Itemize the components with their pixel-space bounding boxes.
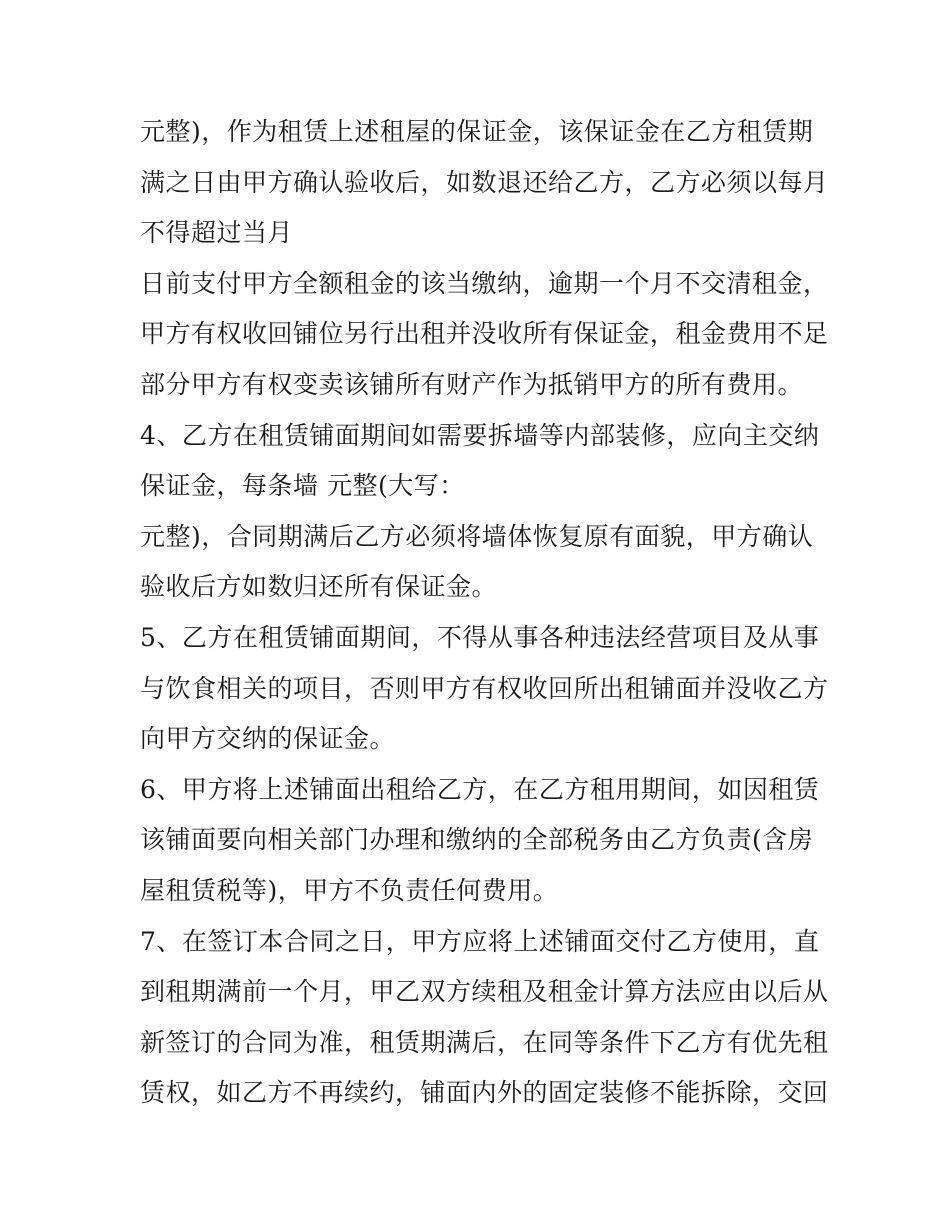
- text-line: 不得超过当月: [140, 218, 294, 248]
- text-line: 赁权，如乙方不再续约，铺面内外的固定装修不能拆除，交回: [140, 1078, 829, 1108]
- text-line: 元整)，合同期满后乙方必须将墙体恢复原有面貌，甲方确认: [140, 521, 814, 551]
- text-line: 该铺面要向相关部门办理和缴纳的全部税务由乙方负责(含房: [140, 825, 814, 855]
- text-line: 与饮食相关的项目，否则甲方有权收回所出租铺面并没收乙方: [140, 673, 829, 703]
- text-line: 新签订的合同为准，租赁期满后，在同等条件下乙方有优先租: [140, 1027, 829, 1057]
- text-line: 部分甲方有权变卖该铺所有财产作为抵销甲方的所有费用。: [140, 369, 804, 399]
- text-line: 保证金，每条墙 元整(大写：: [140, 471, 465, 501]
- text-line: 到租期满前一个月，甲乙双方续租及租金计算方法应由以后从: [140, 977, 829, 1007]
- text-line: 满之日由甲方确认验收后，如数退还给乙方，乙方必须以每月: [140, 167, 829, 197]
- text-line: 元整)，作为租赁上述租屋的保证金，该保证金在乙方租赁期: [140, 117, 814, 146]
- clause-4-line: 4、乙方在租赁铺面期间如需要拆墙等内部装修，应向主交纳: [140, 420, 820, 450]
- text-line: 向甲方交纳的保证金。: [140, 724, 396, 754]
- contract-text: [140, 107, 829, 1119]
- clause-5-line: 5、乙方在租赁铺面期间，不得从事各种违法经营项目及从事: [140, 622, 820, 652]
- clause-6-line: 6、甲方将上述铺面出租给乙方，在乙方租用期间，如因租赁: [140, 774, 820, 804]
- text-line: 屋租赁税等)，甲方不负责任何费用。: [140, 875, 559, 905]
- text-line: 甲方有权收回铺位另行出租并没收所有保证金，租金费用不足: [140, 319, 829, 349]
- text-line: 验收后方如数归还所有保证金。: [140, 572, 498, 602]
- text-line: 日前支付甲方全额租金的该当缴纳，逾期一个月不交清租金，: [140, 268, 829, 298]
- clause-7-line: 7、在签订本合同之日，甲方应将上述铺面交付乙方使用，直: [140, 926, 820, 956]
